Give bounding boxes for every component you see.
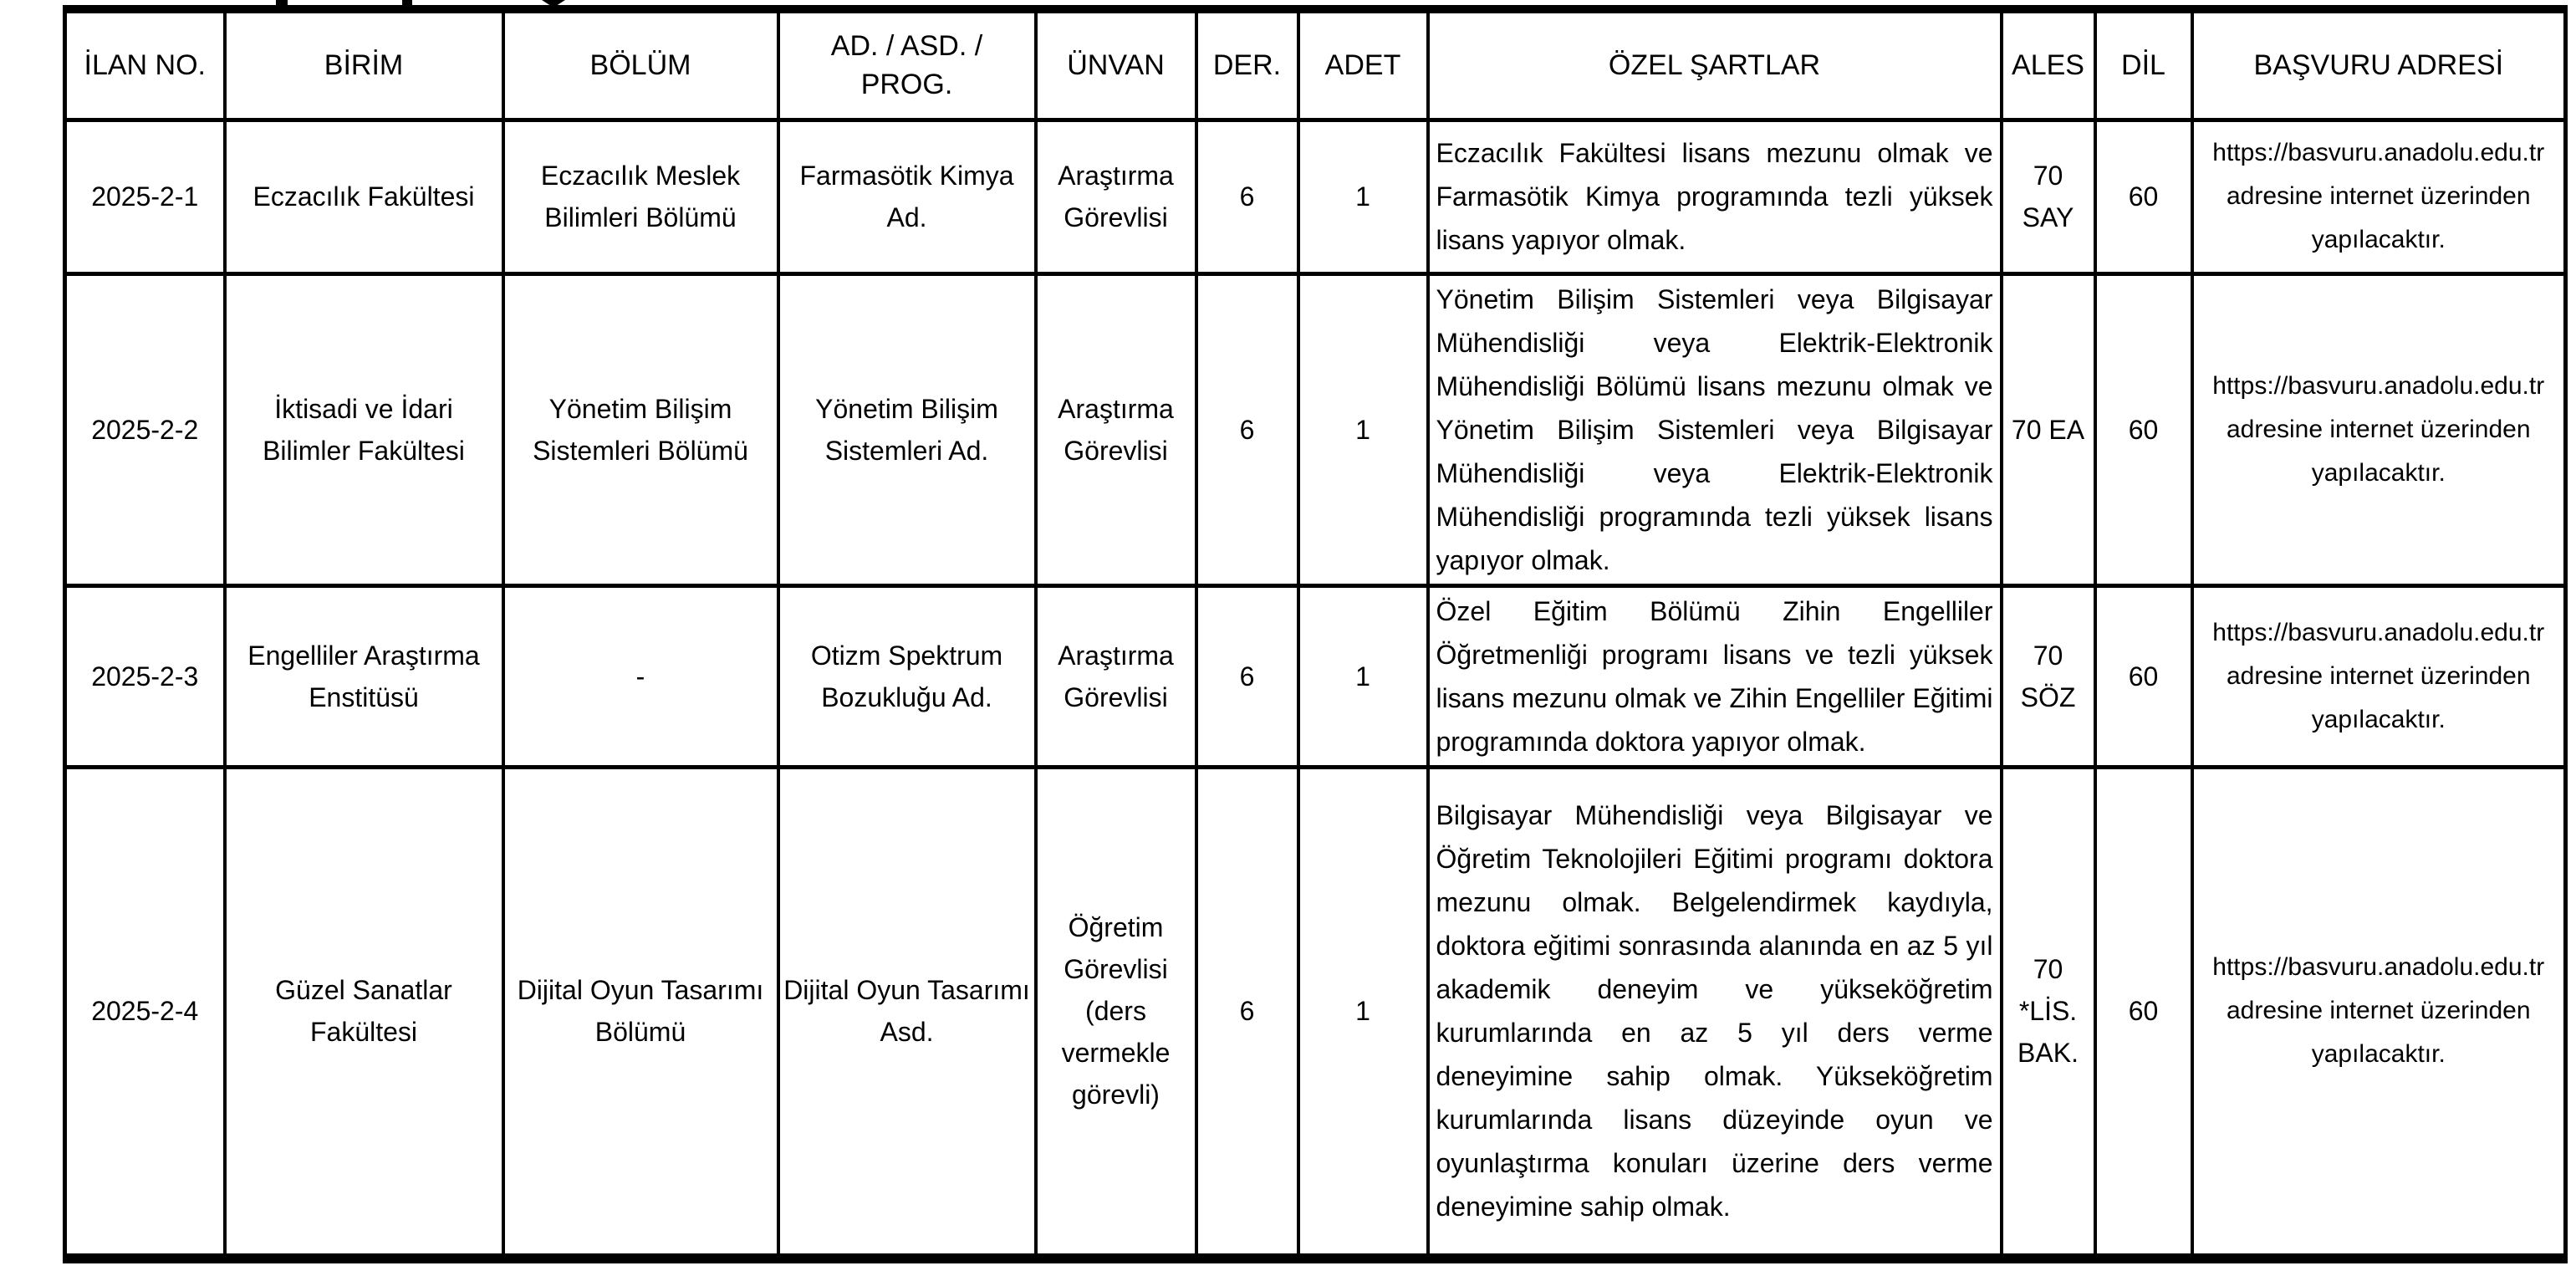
cell-basvuru-adresi: [2192, 273, 2566, 585]
cell-basvuru-adresi: [2192, 120, 2566, 273]
cell-dil: 60: [2095, 273, 2192, 585]
cell-birim: Engelliler Araştırma Enstitüsü: [225, 585, 503, 767]
basvuru-url: https://basvuru.anadolu.edu.tr: [2212, 371, 2545, 400]
cell-birim: Güzel Sanatlar Fakültesi: [225, 767, 503, 1258]
col-header-basvuru-adresi: BAŞVURU ADRESİ: [2192, 9, 2566, 120]
cell-unvan: Araştırma Görevlisi: [1036, 120, 1196, 273]
cell-basvuru-adresi: [2192, 585, 2566, 767]
col-header-dil: DİL: [2095, 9, 2192, 120]
cell-bolum: -: [503, 585, 778, 767]
ales-line: 70: [2033, 640, 2063, 671]
col-header-ales: ALES: [2002, 9, 2095, 120]
cell-ales: [2002, 767, 2095, 1258]
cell-ad-asd-prog: Yönetim Bilişim Sistemleri Ad.: [778, 273, 1036, 585]
cell-adet: 1: [1298, 585, 1428, 767]
cell-basvuru-adresi: [2192, 767, 2566, 1258]
col-header-der: DER.: [1196, 9, 1298, 120]
col-header-ozel-sartlar: ÖZEL ŞARTLAR: [1428, 9, 2002, 120]
ales-line: BAK.: [2017, 1038, 2079, 1069]
col-header-birim: BİRİM: [225, 9, 503, 120]
basvuru-line: adresine internet üzerinden: [2226, 661, 2531, 690]
table-row: [65, 585, 2566, 767]
cell-dil: 60: [2095, 767, 2192, 1258]
cell-bolum: Dijital Oyun Tasarımı Bölümü: [503, 767, 778, 1258]
ales-line: 70: [2033, 954, 2063, 985]
cell-unvan: Araştırma Görevlisi: [1036, 585, 1196, 767]
cell-ilan-no: 2025-2-1: [65, 120, 225, 273]
cell-bolum: Eczacılık Meslek Bilimleri Bölümü: [503, 120, 778, 273]
cell-ad-asd-prog: Farmasötik Kimya Ad.: [778, 120, 1036, 273]
basvuru-line: adresine internet üzerinden: [2226, 415, 2531, 443]
cell-ozel-sartlar: Bilgisayar Mühendisliği veya Bilgisayar ve Öğretim Teknolojileri Eğitimi programı doktora mezunu olmak. Belgelendirmek kaydıyla, doktora eğitimi sonrasında alanında en az 5 yıl akademik deneyim ve yükseköğretim kurumlarında en az 5 yıl ders verme deneyimine sahip olmak. Yükseköğretim kurumlarında lisans düzeyinde oyun ve oyunlaştırma konuları üzerine ders verme deneyimine sahip olmak.: [1428, 767, 2002, 1258]
col-header-adet: ADET: [1298, 9, 1428, 120]
basvuru-url: https://basvuru.anadolu.edu.tr: [2212, 139, 2545, 166]
cell-ales: [2002, 120, 2095, 273]
cell-dil: 60: [2095, 120, 2192, 273]
basvuru-line: adresine internet üzerinden: [2226, 997, 2531, 1025]
cell-der: 6: [1196, 767, 1298, 1258]
col-header-ad-asd-prog: [778, 9, 1036, 120]
cell-adet: 1: [1298, 120, 1428, 273]
cell-unvan: Öğretim Görevlisi (ders vermekle görevli): [1036, 767, 1196, 1258]
ales-line: SAY: [2022, 202, 2074, 232]
cell-ozel-sartlar: Yönetim Bilişim Sistemleri veya Bilgisayar Mühendisliği veya Elektrik-Elektronik Mühendisliği Bölümü lisans mezunu olmak ve Yönetim Bilişim Sistemleri veya Bilgisayar Mühendisliği veya Elektrik-Elektronik Mühendisliği programında tezli yüksek lisans yapıyor olmak.: [1428, 273, 2002, 585]
basvuru-url: https://basvuru.anadolu.edu.tr: [2212, 953, 2545, 982]
basvuru-line: yapılacaktır.: [2311, 1040, 2446, 1069]
cell-ad-asd-prog: Otizm Spektrum Bozukluğu Ad.: [778, 585, 1036, 767]
ales-line: 70: [2033, 161, 2063, 191]
cell-der: 6: [1196, 120, 1298, 273]
basvuru-line: adresine internet üzerinden: [2226, 182, 2531, 210]
cell-ilan-no: 2025-2-2: [65, 273, 225, 585]
cell-adet: 1: [1298, 767, 1428, 1258]
cell-ales: [2002, 585, 2095, 767]
cell-ozel-sartlar: Özel Eğitim Bölümü Zihin Engelliler Öğretmenliği programı lisans ve tezli yüksek lisans mezunu olmak ve Zihin Engelliler Eğitimi programında doktora yapıyor olmak.: [1428, 585, 2002, 767]
basvuru-line: yapılacaktır.: [2311, 226, 2446, 253]
basvuru-line: yapılacaktır.: [2311, 458, 2446, 487]
table-row: [65, 767, 2566, 1258]
col-header-bolum: BÖLÜM: [503, 9, 778, 120]
ales-line: SÖZ: [2020, 681, 2076, 712]
cell-ilan-no: 2025-2-4: [65, 767, 225, 1258]
cell-ozel-sartlar: Eczacılık Fakültesi lisans mezunu olmak ve Farmasötik Kimya programında tezli yüksek lisans yapıyor olmak.: [1428, 120, 2002, 273]
cell-der: 6: [1196, 273, 1298, 585]
ales-line: *LİS.: [2018, 996, 2078, 1027]
cell-ilan-no: 2025-2-3: [65, 585, 225, 767]
cell-bolum: Yönetim Bilişim Sistemleri Bölümü: [503, 273, 778, 585]
table-row: [65, 273, 2566, 585]
basvuru-url: https://basvuru.anadolu.edu.tr: [2212, 618, 2545, 646]
header-row: [65, 9, 2566, 120]
col-header-ilan-no: İLAN NO.: [65, 9, 225, 120]
cell-ales: [2002, 273, 2095, 585]
job-postings-table: [63, 5, 2568, 1263]
cell-der: 6: [1196, 585, 1298, 767]
cell-ad-asd-prog: Dijital Oyun Tasarımı Asd.: [778, 767, 1036, 1258]
cell-dil: 60: [2095, 585, 2192, 767]
ales-line: 70 EA: [2011, 414, 2085, 445]
cell-birim: Eczacılık Fakültesi: [225, 120, 503, 273]
cell-unvan: Araştırma Görevlisi: [1036, 273, 1196, 585]
col-header-ad-asd-prog-label: AD. / ASD. / PROG.: [830, 30, 983, 101]
basvuru-line: yapılacaktır.: [2311, 705, 2446, 733]
col-header-unvan: ÜNVAN: [1036, 9, 1196, 120]
cell-birim: İktisadi ve İdari Bilimler Fakültesi: [225, 273, 503, 585]
table-row: [65, 120, 2566, 273]
cell-adet: 1: [1298, 273, 1428, 585]
